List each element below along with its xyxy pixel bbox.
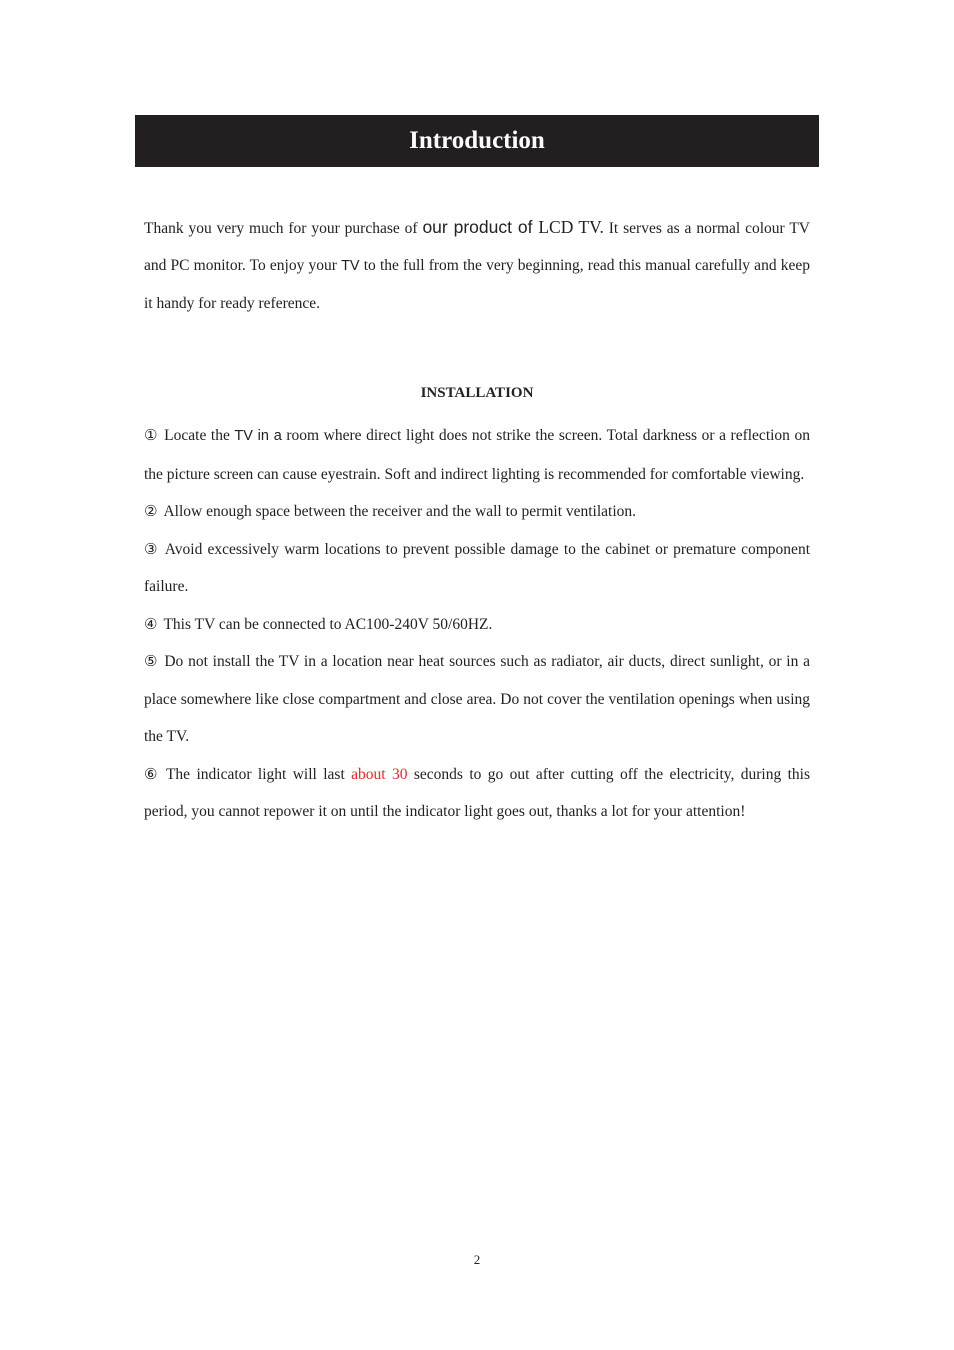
item-3-text: Avoid excessively warm locations to prevent possible damage to the cabinet or premature component failure. xyxy=(144,540,810,595)
item-1-text-pre: Locate the xyxy=(164,427,235,444)
intro-text-2: our product of xyxy=(422,216,539,237)
item-marker-2: ② xyxy=(144,502,158,520)
item-6-highlight: about 30 xyxy=(351,765,408,783)
intro-paragraph xyxy=(144,209,810,322)
page-number: 2 xyxy=(473,1252,481,1267)
intro-text-6: to the full from the very beginning, read this manual carefully and keep it handy for ready reference. xyxy=(144,256,810,312)
installation-item-5 xyxy=(144,643,810,756)
title-bar xyxy=(135,115,819,167)
installation-item-3 xyxy=(144,531,810,606)
item-marker-4: ④ xyxy=(144,614,158,633)
installation-list xyxy=(144,417,810,831)
item-1-text-post: room where direct light does not strike the screen. Total darkness or a reflection on the picture screen can cause eyestrain. Soft and indirect lighting is recommended for comfortable viewing. xyxy=(144,427,811,483)
installation-heading: INSTALLATION xyxy=(420,385,534,401)
item-marker-5: ⑤ xyxy=(144,652,159,670)
installation-item-4 xyxy=(144,606,810,644)
intro-text-5: TV xyxy=(341,257,360,274)
installation-item-2 xyxy=(144,493,810,531)
item-marker-1: ① xyxy=(144,426,159,444)
item-6-text-pre: The indicator light will last xyxy=(165,765,352,783)
intro-text-3: LCD TV. xyxy=(538,216,604,237)
intro-text-4: It serves as a normal colour TV and PC monitor. To enjoy your xyxy=(144,219,810,274)
item-6-text-post: seconds to go out after cutting off the electricity, during this period, you cannot repower it on until the indicator light goes out, thanks a lot for your attention! xyxy=(144,765,811,820)
item-marker-6: ⑥ xyxy=(144,764,160,783)
item-5-text: Do not install the TV in a location near heat sources such as radiator, air ducts, direct sunlight, or in a place somewhere like close compartment and close area. Do not cover the ventilation openings when using the TV. xyxy=(144,653,811,745)
installation-item-1 xyxy=(144,417,810,493)
item-marker-3: ③ xyxy=(144,539,159,558)
item-4-text: This TV can be connected to AC100-240V 50/60HZ. xyxy=(163,615,493,633)
intro-text-1: Thank you very much for your purchase of xyxy=(144,219,423,237)
page-title: Introduction xyxy=(409,127,545,154)
item-2-text: Allow enough space between the receiver and the wall to permit ventilation. xyxy=(163,503,637,520)
item-1-text-sans: TV in a xyxy=(234,428,282,444)
installation-item-6 xyxy=(144,756,810,831)
